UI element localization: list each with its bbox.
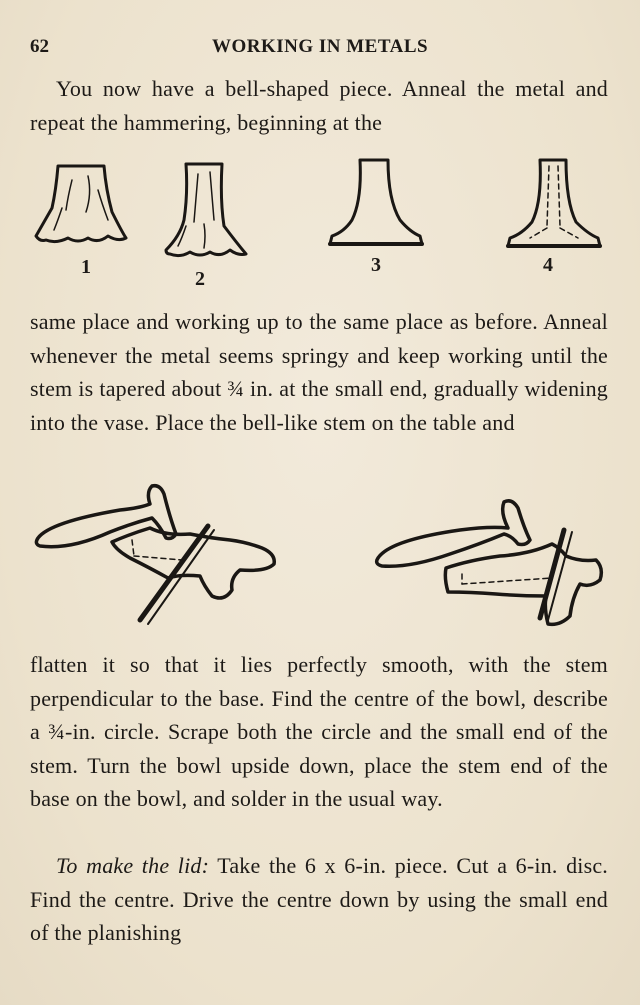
stage-3-drawing <box>330 160 422 244</box>
left-hammer-drawing <box>36 486 274 624</box>
figure-label-1: 1 <box>81 256 91 278</box>
running-head: WORKING IN METALS <box>211 36 429 57</box>
lid-instructions: Take the 6 x 6-in. piece. Cut a 6-in. disc. Find the centre. Drive the centre down by using the small end of the planishing <box>30 853 609 945</box>
stage-2-drawing <box>166 164 246 256</box>
figure-label-2: 2 <box>195 268 205 290</box>
figure-stem-stages <box>0 150 640 300</box>
stage-1-drawing <box>36 166 126 242</box>
paragraph-2: same place and working up to the same place as before. Anneal whenever the metal seems springy and keep working until the stem is tapered about ¾ in. at the small end, gradually widening into the vase. Place the bell-like stem on the table and <box>30 309 608 435</box>
stage-4-drawing <box>508 160 600 246</box>
lid-heading: To make the lid: <box>56 853 210 878</box>
paragraph-3: flatten it so that it lies perfectly smooth, with the stem perpendicular to the base. Find the centre of the bowl, describe a ¾-in. circle. Scrape both the circle and the small end of the stem. Turn the bowl upside down, place the stem end of the base on the bowl, and solder in the usual way. <box>30 652 608 811</box>
flattening-illustration <box>0 478 640 638</box>
figure-label-3: 3 <box>371 254 381 276</box>
page-header <box>30 36 610 62</box>
paragraph-4 <box>30 849 608 950</box>
figure-flattening <box>0 478 640 638</box>
figure-label-4: 4 <box>543 254 553 276</box>
stem-stages-illustration <box>0 150 640 300</box>
paragraph-1: You now have a bell-shaped piece. Anneal the metal and repeat the hammering, beginning at the <box>30 76 608 135</box>
page-number: 62 <box>30 36 49 57</box>
right-hammer-drawing <box>377 501 602 624</box>
